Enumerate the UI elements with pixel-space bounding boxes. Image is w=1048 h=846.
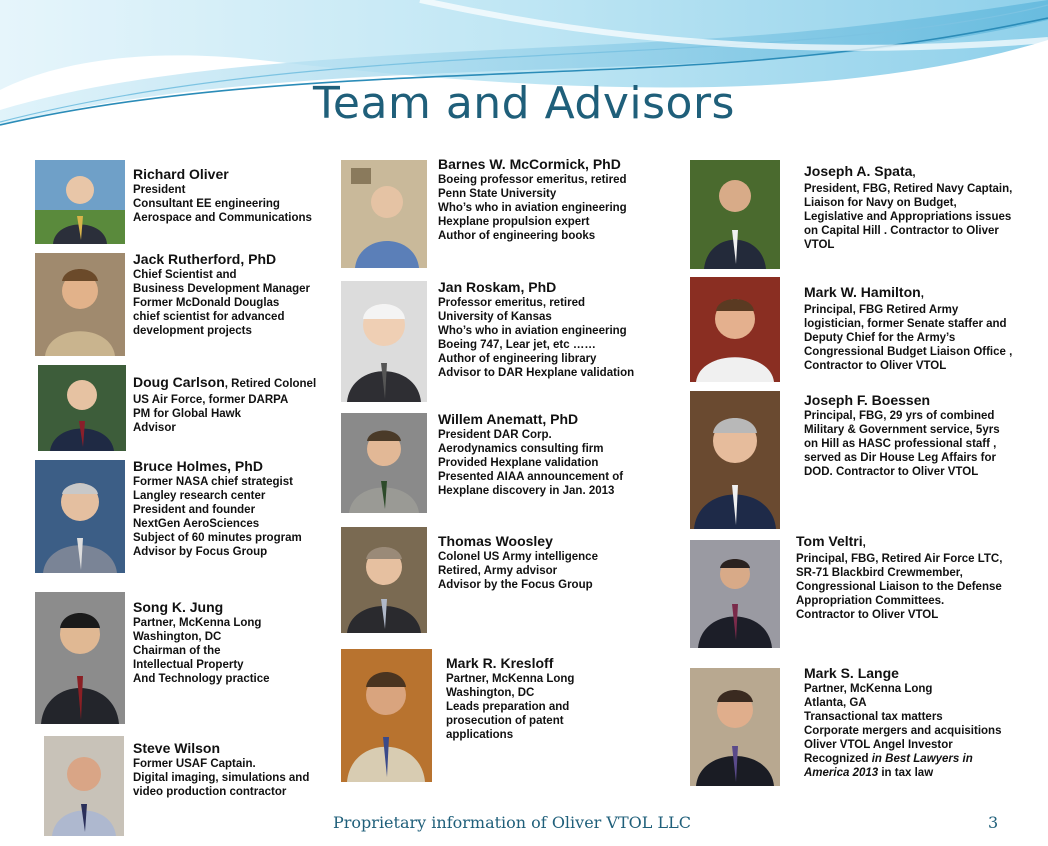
person-detail: Hexplane discovery in Jan. 2013 [438, 485, 615, 497]
recognized-suffix: in tax law [878, 767, 934, 779]
person-name: Richard Oliver [133, 166, 229, 182]
photo-mark-kresloff [341, 649, 432, 782]
person-name: Thomas Woosley [438, 533, 553, 549]
recognized-italic2: America 2013 [804, 767, 879, 779]
person-detail: Washington, DC [446, 687, 535, 699]
photo-barnes-mccormick [341, 160, 427, 268]
person-name: Joseph F. Boessen [804, 392, 931, 408]
person-detail: Digital imaging, simulations and [133, 772, 310, 784]
person-detail: Deputy Chief for the Army’s [804, 332, 956, 344]
person-detail: prosecution of patent [446, 715, 564, 727]
person-detail: Hexplane propulsion expert [438, 216, 590, 228]
person-detail: Former NASA chief strategist [133, 476, 293, 488]
person-name-text: Joseph A. Spata [804, 163, 913, 179]
person-detail: Contractor to Oliver VTOL [804, 360, 947, 372]
person-detail: Congressional Liaison to the Defense [796, 581, 1002, 593]
person-detail: Partner, McKenna Long [133, 617, 262, 629]
person-name [133, 374, 316, 393]
person-detail: Partner, McKenna Long [446, 673, 575, 685]
person-name [804, 163, 1012, 182]
person-detail: Author of engineering library [438, 353, 597, 365]
person-detail: Author of engineering books [438, 230, 596, 242]
photo-steve-wilson [44, 736, 124, 836]
person-detail: Principal, FBG, Retired Air Force LTC, [796, 553, 1003, 565]
card-tom-veltri [796, 533, 1002, 622]
person-detail: VTOL [804, 239, 835, 251]
person-detail: Leads preparation and [446, 701, 570, 713]
person-detail: Provided Hexplane validation [438, 457, 599, 469]
photo-doug-carlson [38, 365, 126, 451]
person-name [804, 284, 1012, 303]
person-detail: Atlanta, GA [804, 697, 867, 709]
card-steve-wilson [133, 740, 309, 799]
person-detail: Oliver VTOL Angel Investor [804, 739, 953, 751]
person-name: Jan Roskam, PhD [438, 279, 557, 295]
person-detail: Legislative and Appropriations issues [804, 211, 1012, 223]
card-mark-kresloff [446, 655, 574, 742]
person-detail: Congressional Budget Liaison Office , [804, 346, 1013, 358]
person-detail: Advisor [133, 422, 176, 434]
person-detail: Boeing 747, Lear jet, etc …… [438, 339, 596, 351]
person-detail: on Hill as HASC professional staff , [804, 438, 997, 450]
card-thomas-woosley [438, 533, 598, 592]
person-detail: development projects [133, 325, 252, 337]
photo-bruce-holmes [35, 460, 125, 573]
person-detail: US Air Force, former DARPA [133, 394, 289, 406]
footer-text: Proprietary information of Oliver VTOL LLC [333, 813, 691, 832]
person-detail: NextGen AeroSciences [133, 518, 260, 530]
photo-richard-oliver [35, 160, 125, 244]
card-doug-carlson [133, 374, 316, 435]
person-detail: Who’s who in aviation engineering [438, 325, 627, 337]
card-mark-hamilton [804, 284, 1012, 373]
card-jan-roskam [438, 279, 634, 380]
card-jack-rutherford [133, 251, 310, 338]
person-name-text: Mark W. Hamilton [804, 284, 921, 300]
person-detail: President, FBG, Retired Navy Captain, [804, 183, 1013, 195]
person-detail: Principal, FBG, 29 yrs of combined [804, 410, 995, 422]
page-title: Team and Advisors [313, 78, 735, 129]
card-song-jung [133, 599, 270, 686]
person-detail: Former USAF Captain. [133, 758, 256, 770]
person-detail: Principal, FBG Retired Army [804, 304, 959, 316]
person-name-suffix: , [912, 167, 916, 179]
person-name: Barnes W. McCormick, PhD [438, 156, 621, 172]
person-name-suffix: , [920, 288, 924, 300]
person-detail: Chairman of the [133, 645, 221, 657]
person-name [796, 533, 1002, 552]
card-joseph-boessen [804, 392, 1000, 479]
person-detail: University of Kansas [438, 311, 552, 323]
person-detail: Boeing professor emeritus, retired [438, 174, 627, 186]
person-detail-recognized [804, 752, 1001, 766]
person-name: Bruce Holmes, PhD [133, 458, 263, 474]
photo-joseph-spata [690, 160, 780, 269]
photo-mark-lange [690, 668, 780, 786]
person-name-text: Doug Carlson [133, 374, 225, 390]
person-detail: Former McDonald Douglas [133, 297, 280, 309]
person-detail: President and founder [133, 504, 256, 516]
person-name: Mark R. Kresloff [446, 655, 554, 671]
card-barnes-mccormick [438, 156, 627, 243]
person-detail: Partner, McKenna Long [804, 683, 933, 695]
person-detail-recognized-cont [804, 766, 1001, 780]
recognized-prefix: Recognized [804, 753, 872, 765]
person-name-suffix: , Retired Colonel [224, 378, 317, 390]
person-name-text: Tom Veltri [796, 533, 863, 549]
person-detail: chief scientist for advanced [133, 311, 285, 323]
person-detail: applications [446, 729, 514, 741]
person-detail: Military & Government service, 5yrs [804, 424, 1000, 436]
person-detail: Colonel US Army intelligence [438, 551, 598, 563]
person-detail: SR-71 Blackbird Crewmember, [796, 567, 963, 579]
person-detail: Langley research center [133, 490, 266, 502]
photo-mark-hamilton [690, 277, 780, 382]
photo-willem-anemaat [341, 413, 427, 513]
photo-tom-veltri [690, 540, 780, 648]
card-joseph-spata [804, 163, 1012, 252]
card-willem-anemaat [438, 411, 623, 498]
person-name: Willem Anematt, PhD [438, 411, 579, 427]
person-detail: Penn State University [438, 188, 557, 200]
person-detail: President [133, 184, 186, 196]
person-detail: served as Dir House Leg Affairs for [804, 452, 996, 464]
person-name: Steve Wilson [133, 740, 221, 756]
person-detail: And Technology practice [133, 673, 270, 685]
person-detail: Business Development Manager [133, 283, 311, 295]
person-detail: Aerospace and Communications [133, 212, 312, 224]
page-number: 3 [988, 813, 999, 832]
person-name: Mark S. Lange [804, 665, 899, 681]
person-detail: Appropriation Committees. [796, 595, 945, 607]
person-detail: Advisor by Focus Group [133, 546, 268, 558]
photo-joseph-boessen [690, 391, 780, 529]
person-detail: Corporate mergers and acquisitions [804, 725, 1002, 737]
card-richard-oliver [133, 166, 312, 225]
person-name: Jack Rutherford, PhD [133, 251, 277, 267]
person-detail: DOD. Contractor to Oliver VTOL [804, 466, 979, 478]
person-detail: Who’s who in aviation engineering [438, 202, 627, 214]
person-detail: Transactional tax matters [804, 711, 943, 723]
person-detail: Washington, DC [133, 631, 222, 643]
person-detail: Advisor by the Focus Group [438, 579, 593, 591]
person-detail: Liaison for Navy on Budget, [804, 197, 957, 209]
photo-jack-rutherford [35, 253, 125, 356]
person-detail: Advisor to DAR Hexplane validation [438, 367, 635, 379]
person-detail: Aerodynamics consulting firm [438, 443, 604, 455]
person-detail: Retired, Army advisor [438, 565, 558, 577]
card-mark-lange [804, 665, 1001, 780]
card-bruce-holmes [133, 458, 302, 559]
person-detail: Consultant EE engineering [133, 198, 280, 210]
person-detail: video production contractor [133, 786, 287, 798]
person-detail: PM for Global Hawk [133, 408, 241, 420]
recognized-italic: in Best Lawyers in [871, 753, 973, 765]
person-name: Song K. Jung [133, 599, 224, 615]
person-detail: Subject of 60 minutes program [133, 532, 302, 544]
photo-jan-roskam [341, 281, 427, 402]
person-detail: Professor emeritus, retired [438, 297, 586, 309]
person-detail: logistician, former Senate staffer and [804, 318, 1007, 330]
photo-song-jung [35, 592, 125, 724]
person-detail: Chief Scientist and [133, 269, 237, 281]
photo-thomas-woosley [341, 527, 427, 633]
person-detail: President DAR Corp. [438, 429, 552, 441]
person-detail: on Capital Hill . Contractor to Oliver [804, 225, 999, 237]
person-detail: Presented AIAA announcement of [438, 471, 624, 483]
person-detail: Contractor to Oliver VTOL [796, 609, 939, 621]
person-detail: Intellectual Property [133, 659, 244, 671]
person-name-suffix: , [862, 537, 866, 549]
